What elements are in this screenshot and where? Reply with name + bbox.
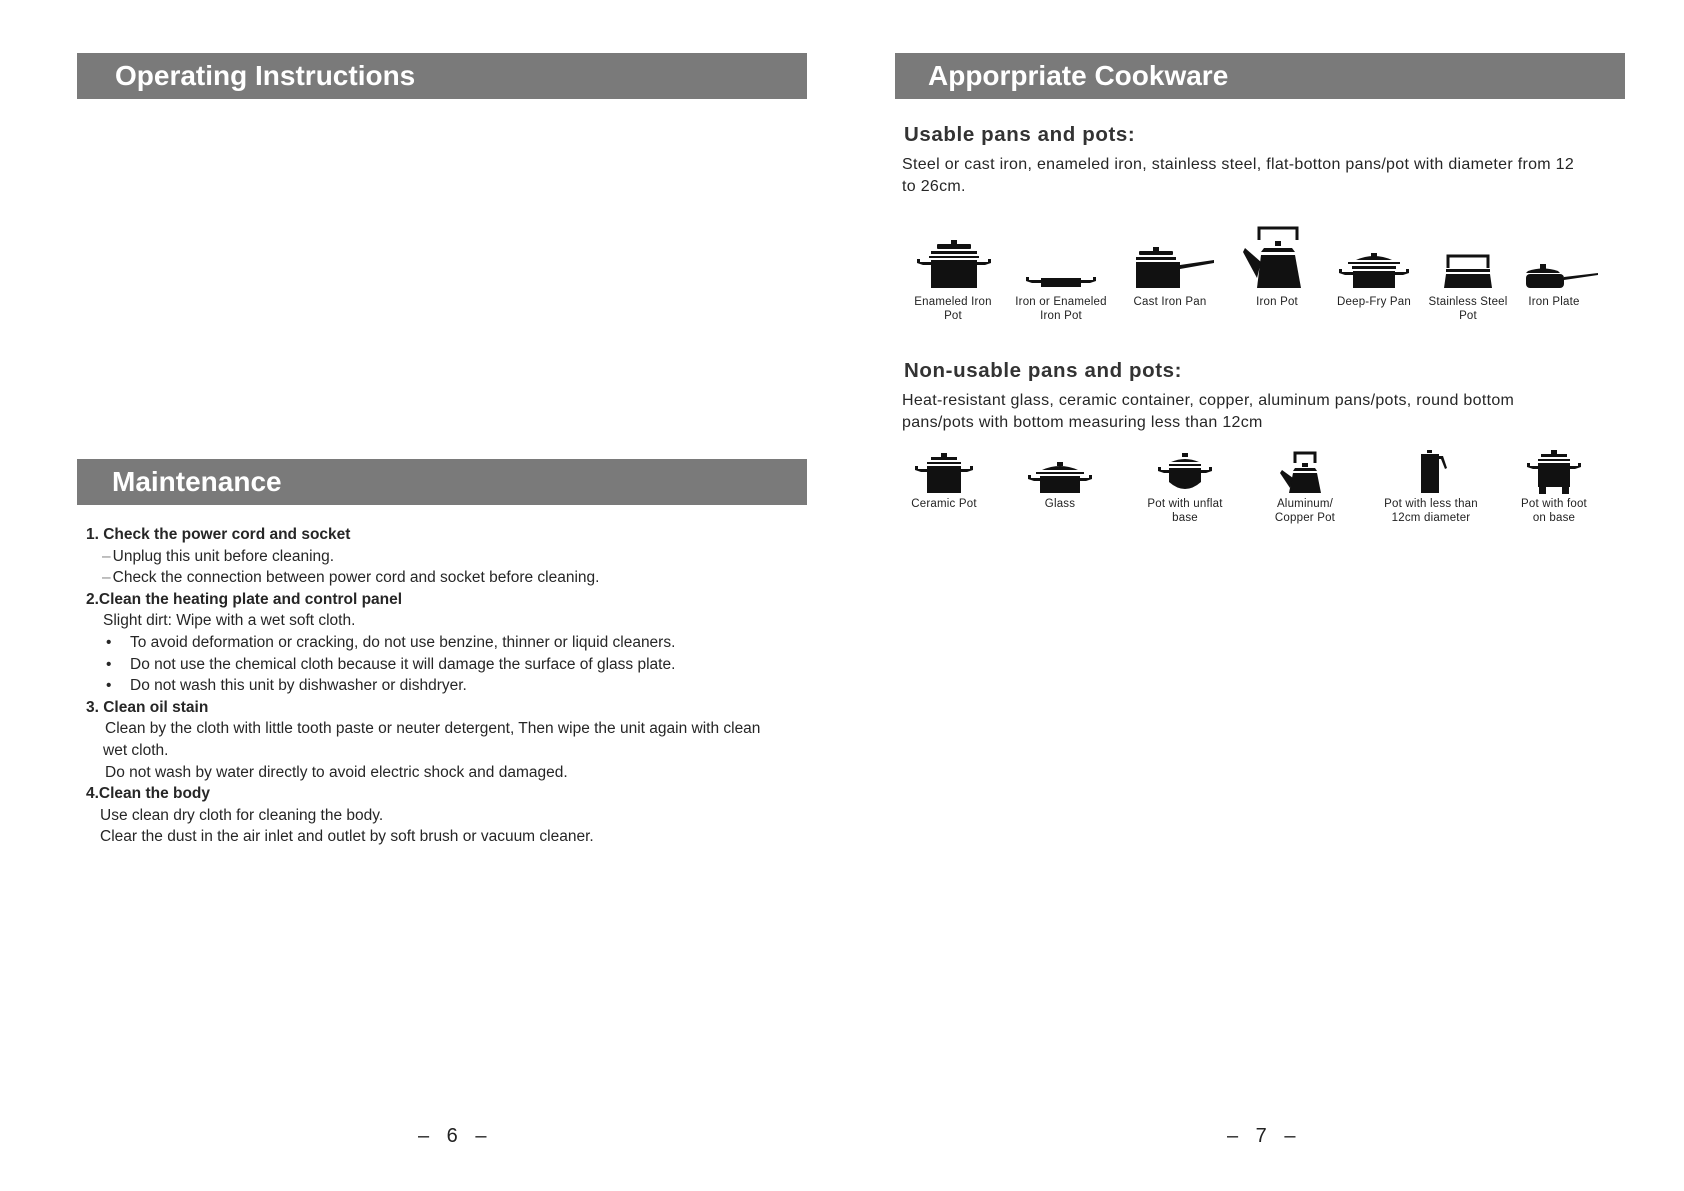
bullet-dot: • [106,677,112,695]
appropriate-cookware-header: Apporpriate Cookware [895,53,1625,99]
label-line-1: Pot with foot [1521,498,1587,510]
maintenance-step-1-line-2-text: Check the connection between power cord and socket before cleaning. [112,569,600,587]
usable-item [905,222,1001,323]
label-line-1: Pot with unflat base [1147,498,1223,524]
maintenance-content [86,524,806,848]
usable-item-label [1326,296,1422,310]
footed-pot-icon [1506,448,1602,496]
cast-iron-pan-icon [1122,222,1218,294]
dash-marker: – [102,547,111,565]
nonusable-item [1012,448,1108,512]
usable-item-label [905,296,1001,323]
label-line-2: 12cm diameter [1391,511,1471,524]
right-page [842,0,1684,1191]
aluminum-copper-kettle-icon [1257,448,1353,496]
usable-description-line-2: to 26cm. [902,177,966,195]
iron-plate-icon [1506,222,1602,294]
label-line-1: Cast Iron Pan [1133,296,1207,308]
nonusable-item-label [896,498,992,512]
usable-item [1013,222,1109,323]
label-line-1: Iron Pot [1256,296,1298,308]
nonusable-description [902,390,1662,433]
maintenance-step-1-line-2 [86,567,806,589]
label-line-1: Stainless Steel [1428,296,1508,308]
maintenance-step-1-title: 1. Check the power cord and socket [86,526,351,543]
enameled-iron-pot-icon [905,222,1001,294]
bullet-3-text: Do not wash this unit by dishwasher or dishdryer. [130,677,467,695]
maintenance-step-4-line-2: Clear the dust in the air inlet and outlet by soft brush or vacuum cleaner. [100,828,594,846]
usable-heading: Usable pans and pots: [904,123,1136,146]
nonusable-item [1383,448,1479,525]
maintenance-step-2-bullet-1 [86,632,806,654]
page-number-7: – 7 – [1227,1125,1302,1147]
nonusable-item [1506,448,1602,525]
usable-description [902,154,1662,197]
bullet-dot: • [106,633,112,651]
maintenance-step-1-line-1 [86,546,806,568]
nonusable-description-line-2: pans/pots with bottom measuring less than 12cm [902,413,1263,431]
label-line-2: Pot [944,309,962,322]
usable-item-label [1420,296,1516,323]
maintenance-step-3-title: 3. Clean oil stain [86,698,209,716]
label-line-2: Copper Pot [1274,511,1336,524]
nonusable-item-label [1137,498,1233,525]
label-line-2: Pot [1459,309,1477,322]
label-line-1: Aluminum/ [1276,498,1334,510]
usable-item-label [1122,296,1218,310]
nonusable-description-line-1: Heat-resistant glass, ceramic container, copper, aluminum pans/pots, round bottom [902,392,1515,409]
label-line-1: Iron Plate [1528,296,1580,308]
bullet-1-text: To avoid deformation or cracking, do not use benzine, thinner or liquid cleaners. [130,633,676,651]
maintenance-step-2-title: 2.Clean the heating plate and control panel [86,590,403,608]
label-line-2: Iron Pot [1040,309,1082,322]
maintenance-step-2-bullet-3 [86,675,806,697]
nonusable-item [1137,448,1233,525]
nonusable-item-label [1506,498,1602,525]
deep-fry-pan-icon [1326,222,1422,294]
maintenance-step-3-line-1b: wet cloth. [103,741,169,759]
operating-instructions-header: Operating Instructions [77,53,807,99]
usable-item [1122,222,1218,310]
maintenance-step-4-line-1: Use clean dry cloth for cleaning the body. [100,806,384,824]
usable-item-label [1229,296,1325,310]
usable-item-label [1013,296,1109,323]
ceramic-pot-icon [896,448,992,496]
label-line-1: Glass [1044,498,1076,510]
maintenance-step-2-bullet-2 [86,654,806,676]
nonusable-item [1257,448,1353,525]
label-line-2: on base [1532,511,1576,524]
nonusable-item-label [1012,498,1108,512]
maintenance-step-3-line-1a: Clean by the cloth with little tooth paste or neuter detergent, Then wipe the unit again with clean [105,720,761,738]
dash-marker: – [102,569,111,587]
nonusable-heading: Non-usable pans and pots: [904,359,1183,382]
maintenance-step-1-line-1-text: Unplug this unit before cleaning. [112,547,335,565]
usable-description-line-1: Steel or cast iron, enameled iron, stainless steel, flat-botton pans/pot with diameter from 12 [902,156,1575,173]
nonusable-item-label [1257,498,1353,525]
usable-item-label [1506,296,1602,310]
usable-item [1506,222,1602,310]
small-diameter-pot-icon [1383,448,1479,496]
nonusable-item [896,448,992,512]
maintenance-header: Maintenance [77,459,807,505]
usable-item [1229,222,1325,310]
usable-item [1326,222,1422,310]
label-line-1: Pot with less than [1384,498,1478,510]
usable-item [1420,222,1516,323]
glass-pot-icon [1012,448,1108,496]
label-line-1: Ceramic Pot [911,498,977,510]
page-number-6: – 6 – [418,1125,493,1147]
label-line-1: Iron or Enameled [1015,296,1107,308]
bullet-2-text: Do not use the chemical cloth because it will damage the surface of glass plate. [130,655,676,673]
maintenance-step-3-line-2: Do not wash by water directly to avoid electric shock and damaged. [105,763,568,781]
stainless-steel-pot-icon [1420,222,1516,294]
bullet-dot: • [106,655,112,673]
flat-iron-pot-icon [1013,222,1109,294]
unflat-base-pot-icon [1137,448,1233,496]
label-line-1: Deep-Fry Pan [1337,296,1411,308]
label-line-1: Enameled Iron [914,296,992,308]
maintenance-step-4-title: 4.Clean the body [86,785,211,803]
nonusable-item-label [1383,498,1479,525]
maintenance-step-2-line-1: Slight dirt: Wipe with a wet soft cloth. [103,612,356,630]
iron-kettle-icon [1229,222,1325,294]
